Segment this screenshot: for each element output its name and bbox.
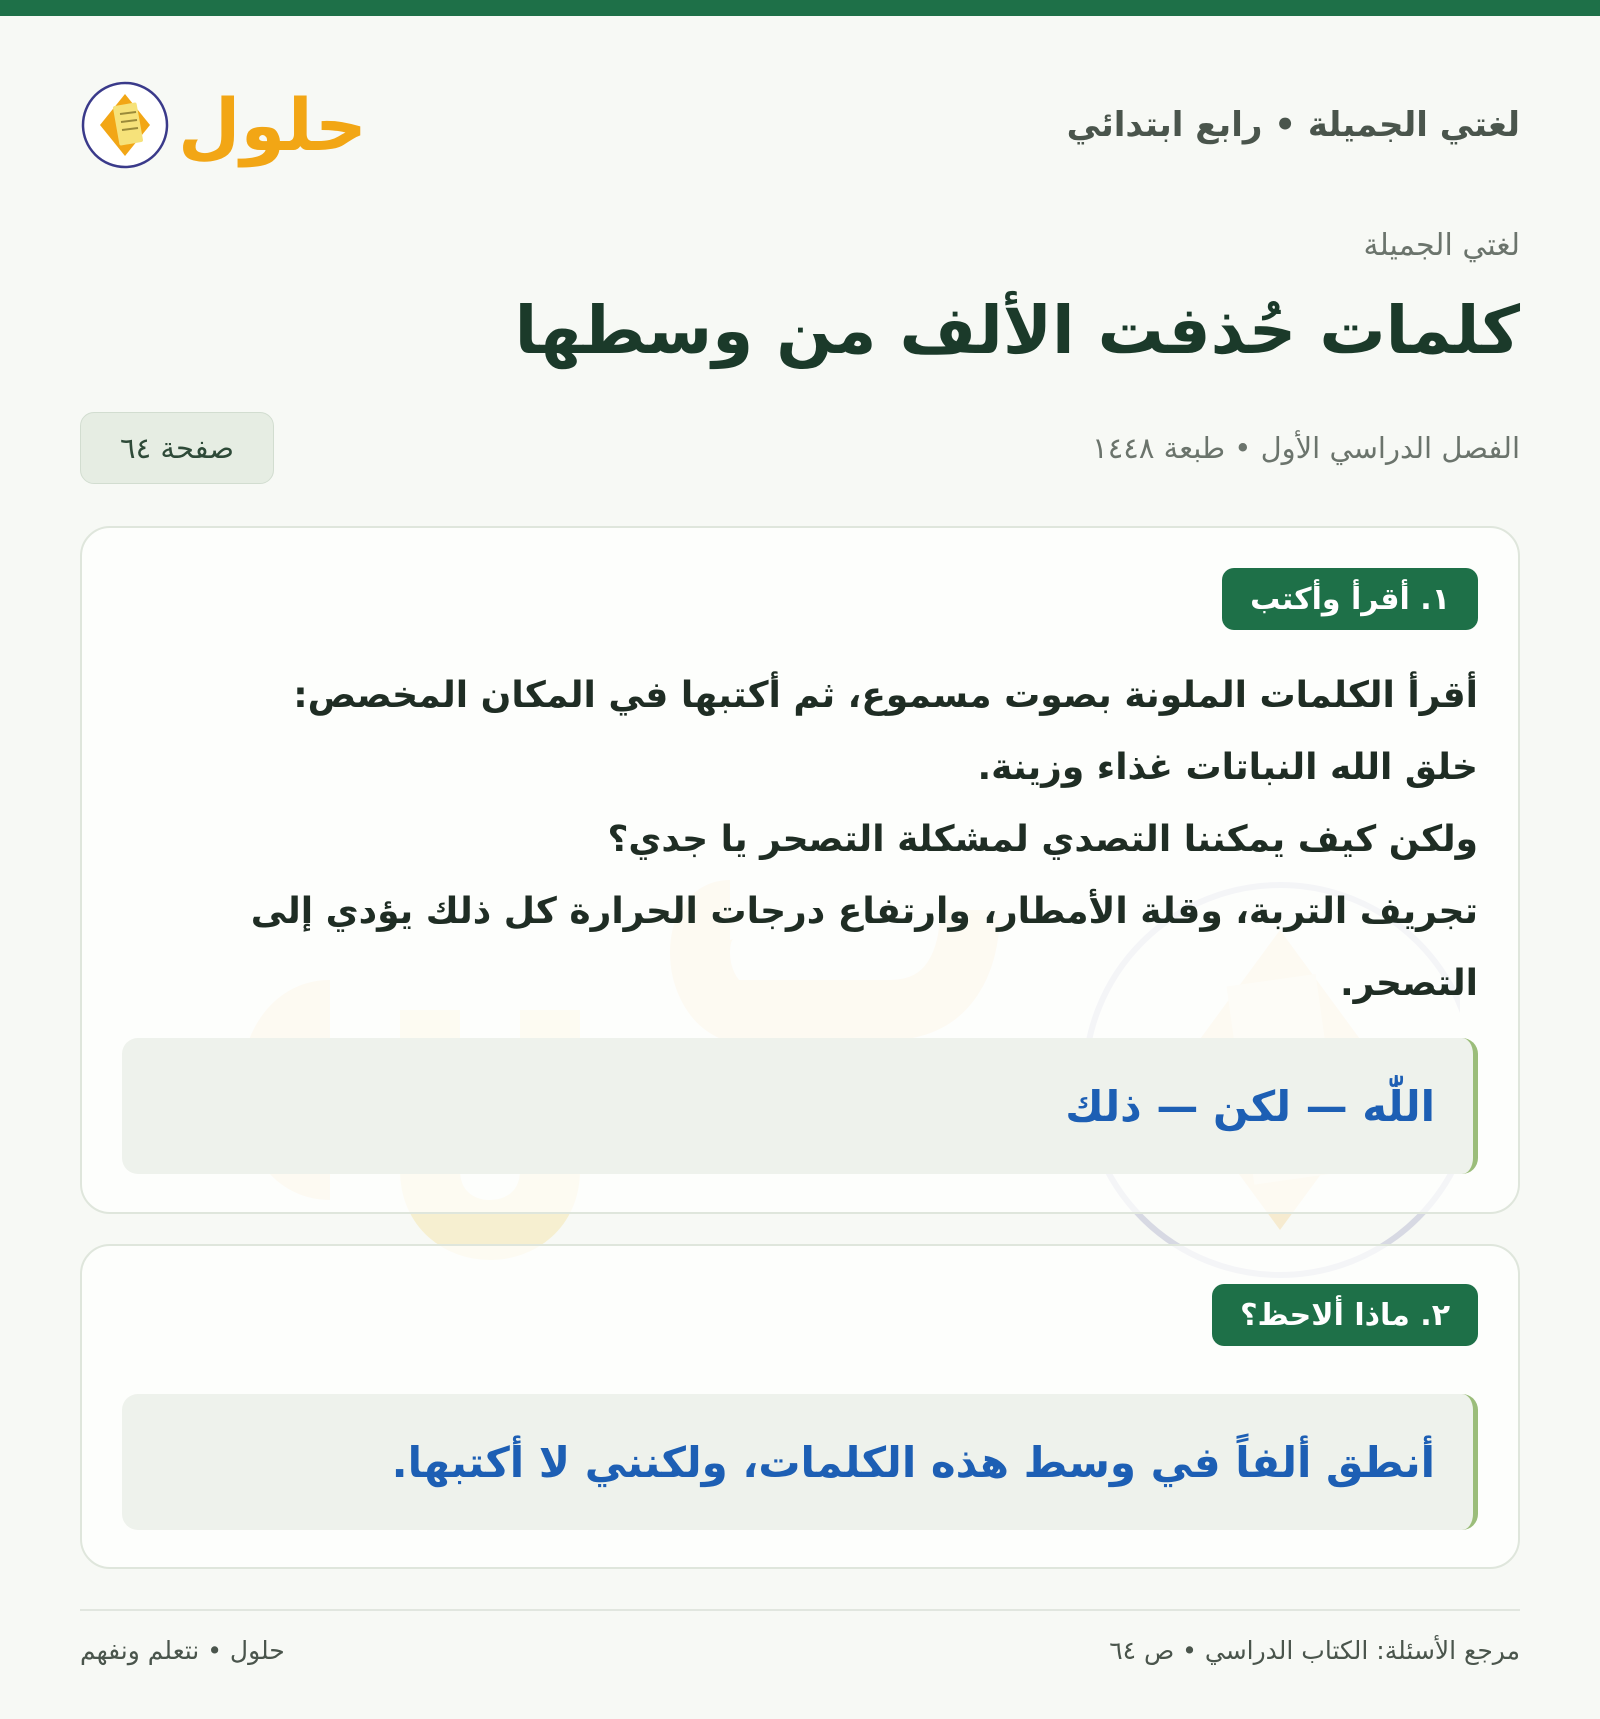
page-footer bbox=[80, 1636, 1520, 1665]
footer-divider bbox=[80, 1609, 1520, 1611]
section-read-write bbox=[80, 526, 1520, 1214]
footer-brand: حلول • نتعلم ونفهم bbox=[80, 1636, 285, 1665]
body-line: خلق الله النباتات غذاء وزينة. bbox=[977, 747, 1478, 788]
answer-box: أنطق ألفاً في وسط هذه الكلمات، ولكنني لا أكتبها. bbox=[122, 1394, 1478, 1530]
body-line: ولكن كيف يمكننا التصدي لمشكلة التصحر يا جدي؟ bbox=[607, 819, 1478, 860]
page-title: كلمات حُذفت الألف من وسطها bbox=[514, 292, 1520, 369]
section-body bbox=[122, 660, 1478, 1020]
footer-reference: مرجع الأسئلة: الكتاب الدراسي • ص ٦٤ bbox=[1109, 1636, 1520, 1665]
section-label: ٢. ماذا ألاحظ؟ bbox=[1212, 1284, 1478, 1346]
body-line: أقرأ الكلمات الملونة بصوت مسموع، ثم أكتبها في المكان المخصص: bbox=[293, 675, 1478, 716]
header-title: لغتي الجميلة • رابع ابتدائي bbox=[1066, 105, 1520, 145]
subject-label: لغتي الجميلة bbox=[1363, 228, 1520, 263]
book-icon bbox=[80, 80, 170, 170]
top-accent-bar bbox=[0, 0, 1600, 16]
body-line: التصحر. bbox=[1339, 963, 1478, 1004]
site-logo[interactable] bbox=[80, 80, 367, 170]
meta-row bbox=[80, 412, 1520, 484]
logo-wordmark: حلول bbox=[178, 83, 367, 167]
answer-box: اللّٰه — لكن — ذلك bbox=[122, 1038, 1478, 1174]
semester-edition: الفصل الدراسي الأول • طبعة ١٤٤٨ bbox=[1092, 431, 1520, 465]
section-observe bbox=[80, 1244, 1520, 1569]
body-line: تجريف التربة، وقلة الأمطار، وارتفاع درجات الحرارة كل ذلك يؤدي إلى bbox=[250, 891, 1478, 932]
page-header bbox=[80, 70, 1520, 180]
page-number-badge: صفحة ٦٤ bbox=[80, 412, 274, 484]
section-label: ١. أقرأ وأكتب bbox=[1222, 568, 1478, 630]
